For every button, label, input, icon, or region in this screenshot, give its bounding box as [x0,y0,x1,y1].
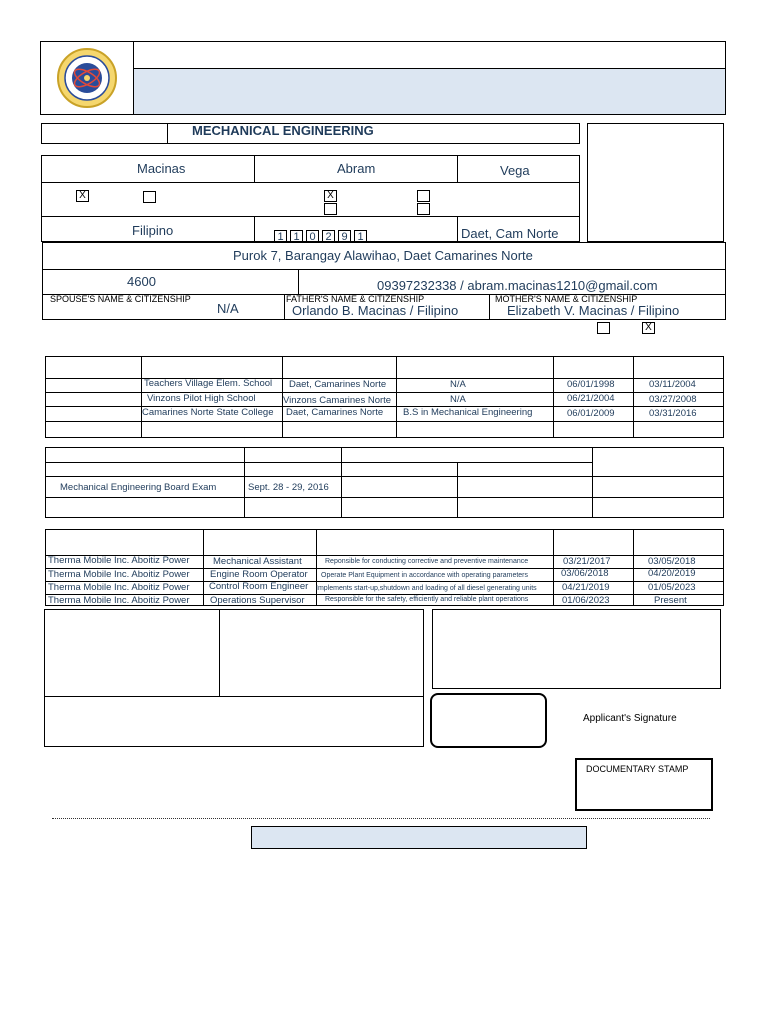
birth-digit: 9 [338,230,351,243]
birth-digit: 1 [274,230,287,243]
emp-from: 03/06/2018 [561,568,609,579]
edu-to: 03/11/2004 [649,379,696,390]
emp-duties: Responsible for the safety, efficiently and reliable plant operations [325,596,529,603]
first-name-value: Abram [337,161,376,176]
emp-to: 04/20/2019 [648,568,696,579]
checkbox-status-separated[interactable] [417,203,430,215]
edu-address: Daet, Camarines Norte [289,379,387,390]
cut-line [52,818,710,819]
emp-position: Engine Room Operator [210,569,308,580]
emp-from: 03/21/2017 [563,556,611,567]
edu-school: Vinzons Pilot High School [147,393,256,404]
zip-value: 4600 [127,274,156,289]
mother-label: MOTHER'S NAME & CITIZENSHIP [495,294,638,304]
edu-vline [633,356,634,438]
checkbox-status-widowed[interactable] [417,190,430,202]
thumbmark-box [430,693,547,748]
edu-from: 06/01/2009 [567,408,615,419]
exam-hline [45,497,724,498]
emp-to: Present [654,595,687,606]
name-hline-2 [41,216,580,217]
edu-from: 06/01/1998 [567,379,615,390]
citizenship-value: Filipino [132,223,174,238]
address-hline-1 [42,269,726,270]
last-name-value: Macinas [137,161,186,176]
emp-position: Operations Supervisor [210,595,305,606]
documentary-stamp-label: DOCUMENTARY STAMP [586,764,689,774]
spouse-label: SPOUSE'S NAME & CITIZENSHIP [50,294,191,304]
emp-duties: Reponsible for conducting corrective and preventive maintenance [325,558,529,565]
exam-vline [592,447,593,518]
emp-vline [203,529,204,606]
edu-vline [553,356,554,438]
emp-vline [316,529,317,606]
exam-vline [244,447,245,518]
edu-degree: N/A [450,379,466,390]
edu-hline [45,421,724,422]
name-vline-4 [457,216,458,242]
program-divider [167,123,168,144]
exam-date: Sept. 28 - 29, 2016 [248,482,329,493]
emp-company: Therma Mobile Inc. Aboitiz Power [48,555,190,566]
exam-hline [45,476,724,477]
emp-to: 01/05/2023 [648,582,696,593]
photo-box [587,123,724,242]
mother-value: Elizabeth V. Macinas / Filipino [507,303,680,318]
emp-position: Mechanical Assistant [213,556,302,567]
checkbox-male[interactable]: X [76,190,89,202]
birth-digit: 2 [322,230,335,243]
emp-position: Control Room Engineer [209,581,309,592]
edu-to: 03/31/2016 [649,408,697,419]
edu-vline [141,356,142,438]
edu-degree: B.S in Mechanical Engineering [403,407,533,418]
exam-vline [457,462,458,518]
lower-left-box [44,609,424,747]
middle-name-value: Vega [500,163,530,178]
prc-seal-logo [52,47,122,109]
contact-value: 09397232338 / abram.macinas1210@gmail.com [377,278,658,293]
birth-digit: 1 [290,230,303,243]
parents-divider-2 [489,294,490,320]
lower-right-box [432,609,721,689]
lower-left-hline [44,696,424,697]
checkbox-female[interactable] [143,191,156,203]
edu-vline [396,356,397,438]
spouse-value: N/A [217,301,239,316]
zip-divider [298,269,299,294]
parents-divider-1 [284,294,285,320]
emp-vline [633,529,634,606]
emp-from: 01/06/2023 [562,595,610,606]
emp-company: Therma Mobile Inc. Aboitiz Power [48,582,190,593]
exam-name: Mechanical Engineering Board Exam [60,482,217,493]
name-vline-1 [254,155,255,183]
edu-address: Daet, Camarines Norte [286,407,384,418]
name-vline-2 [457,155,458,183]
birth-digit: 1 [354,230,367,243]
checkbox-option-a[interactable] [597,322,610,334]
emp-duties: Operate Plant Equipment in accordance with operating parameters [321,572,529,579]
father-label: FATHER'S NAME & CITIZENSHIP [286,294,425,304]
exam-vline [341,447,342,518]
father-value: Orlando B. Macinas / Filipino [292,303,459,318]
edu-degree: N/A [450,394,466,405]
bottom-shaded-box [251,826,587,849]
edu-to: 03/27/2008 [649,394,697,405]
applicant-signature-label: Applicant's Signature [583,713,677,724]
header-band [134,68,725,114]
emp-to: 03/05/2018 [648,556,696,567]
checkbox-status-married[interactable] [324,203,337,215]
emp-company: Therma Mobile Inc. Aboitiz Power [48,569,190,580]
emp-from: 04/21/2019 [562,582,610,593]
lower-left-divider [219,609,220,696]
checkbox-option-b[interactable]: X [642,322,655,334]
edu-school: Teachers Village Elem. School [144,378,273,389]
program-title: MECHANICAL ENGINEERING [192,123,374,138]
birth-digit: 0 [306,230,319,243]
emp-duties: Implements start-up,shutdown and loading of all diesel generating units [316,585,537,592]
name-vline-3 [254,216,255,242]
birth-place-value: Daet, Cam Norte [461,226,559,241]
checkbox-status-single[interactable]: X [324,190,337,202]
emp-vline [553,529,554,606]
exam-hline [45,462,592,463]
name-hline-1 [41,182,580,183]
edu-address: Vinzons Camarines Norte [283,395,392,406]
address-value: Purok 7, Barangay Alawihao, Daet Camarines Norte [233,248,533,263]
edu-from: 06/21/2004 [567,393,615,404]
emp-company: Therma Mobile Inc. Aboitiz Power [48,595,190,606]
edu-school: Camarines Norte State College [142,407,274,418]
